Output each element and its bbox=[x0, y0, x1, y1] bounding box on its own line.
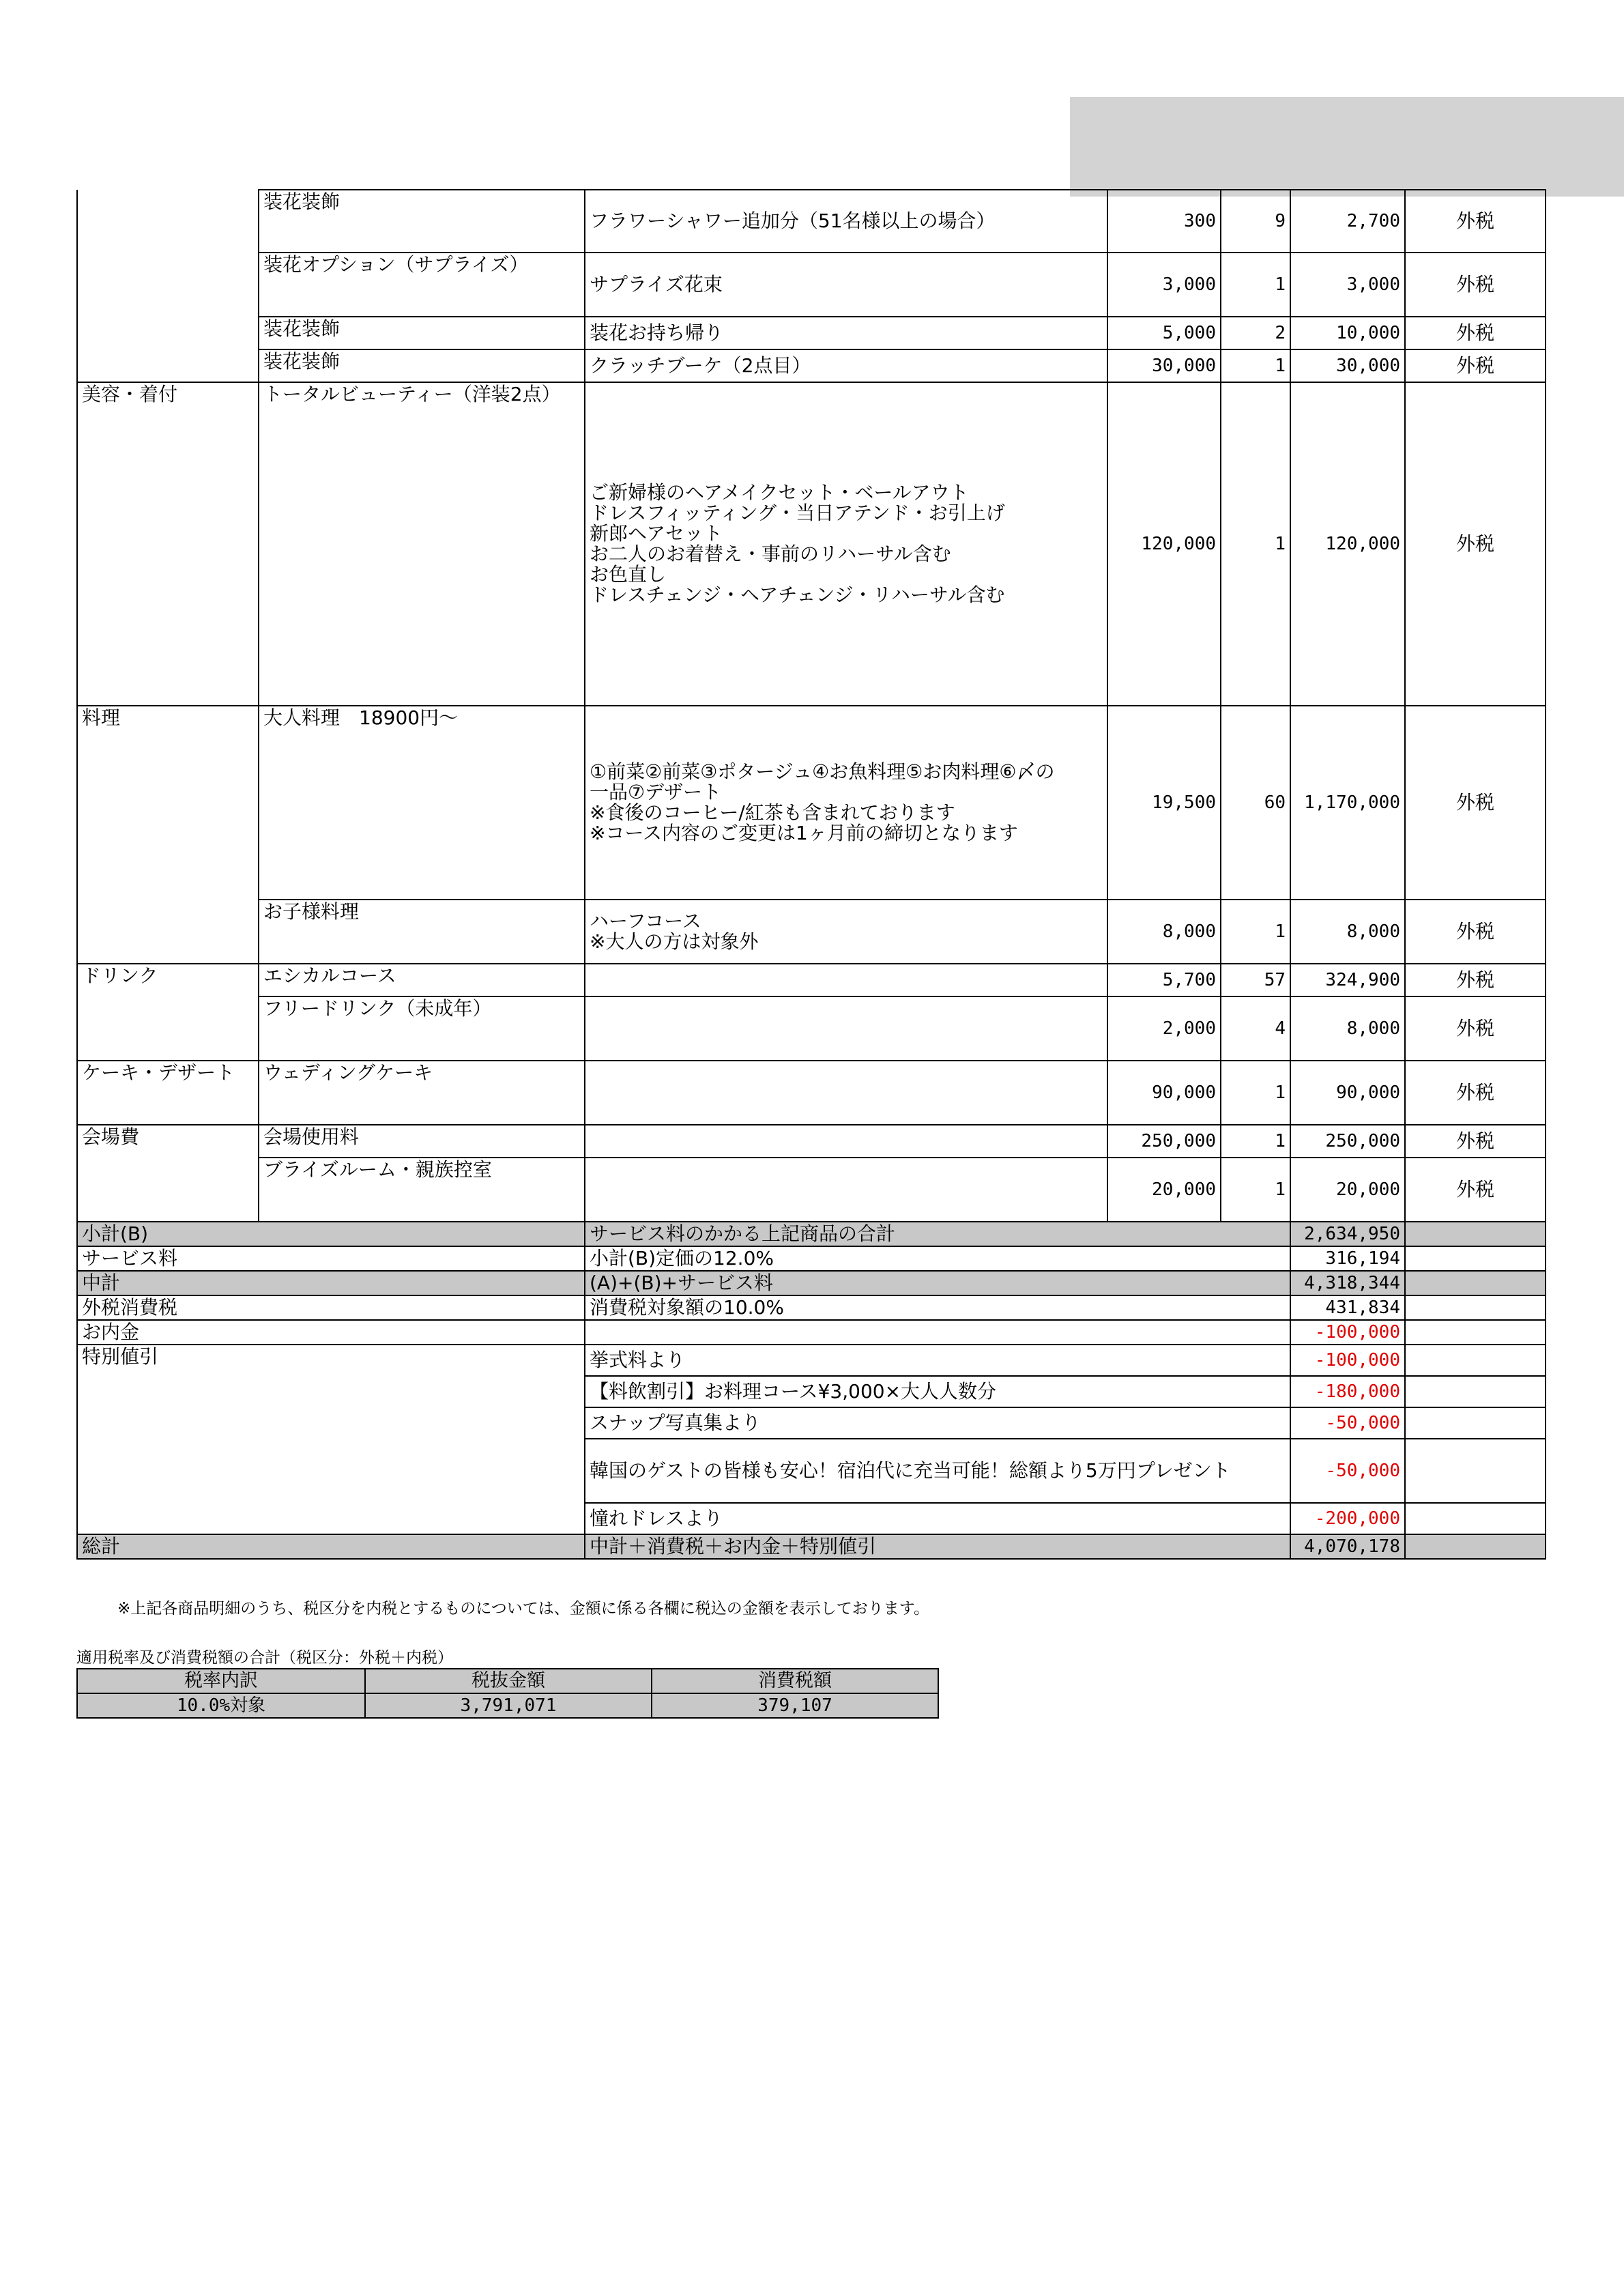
tax-header-tax: 消費税額 bbox=[652, 1669, 938, 1693]
estimate-table bbox=[76, 189, 1546, 1560]
summary-amount: 431,834 bbox=[1290, 1295, 1405, 1320]
summary-empty bbox=[1405, 1222, 1546, 1246]
item-category bbox=[77, 253, 259, 317]
item-quantity: 1 bbox=[1221, 253, 1290, 317]
item-unit-price: 5,000 bbox=[1107, 317, 1221, 349]
item-quantity: 9 bbox=[1221, 190, 1290, 253]
item-tax-type: 外税 bbox=[1405, 706, 1546, 900]
item-description bbox=[585, 1125, 1107, 1158]
tax-header-net: 税抜金額 bbox=[365, 1669, 652, 1693]
item-row bbox=[77, 996, 1546, 1061]
item-tax-type: 外税 bbox=[1405, 1158, 1546, 1222]
item-amount: 120,000 bbox=[1290, 382, 1405, 706]
item-description-line: サプライズ花束 bbox=[590, 273, 723, 296]
item-quantity: 60 bbox=[1221, 706, 1290, 900]
summary-description: 【料飲割引】お料理コース¥3,000×大人人数分 bbox=[585, 1376, 1290, 1407]
item-description bbox=[585, 1061, 1107, 1125]
summary-label: 特別値引 bbox=[77, 1345, 585, 1534]
item-quantity: 1 bbox=[1221, 1125, 1290, 1158]
summary-label: 小計(B) bbox=[77, 1222, 585, 1246]
summary-description: 憧れドレスより bbox=[585, 1503, 1290, 1534]
item-unit-price: 300 bbox=[1107, 190, 1221, 253]
item-description-line: 新郎ヘアセット bbox=[590, 522, 723, 545]
summary-amount: 4,318,344 bbox=[1290, 1271, 1405, 1295]
summary-empty bbox=[1405, 1503, 1546, 1534]
item-tax-type: 外税 bbox=[1405, 349, 1546, 382]
item-category: ケーキ・デザート bbox=[77, 1061, 259, 1125]
item-category: 会場費 bbox=[77, 1125, 259, 1158]
summary-label: 中計 bbox=[77, 1271, 585, 1295]
item-amount: 8,000 bbox=[1290, 996, 1405, 1061]
item-unit-price: 20,000 bbox=[1107, 1158, 1221, 1222]
item-category bbox=[77, 900, 259, 964]
summary-description: サービス料のかかる上記商品の合計 bbox=[585, 1222, 1290, 1246]
item-amount: 250,000 bbox=[1290, 1125, 1405, 1158]
summary-description: 挙式料より bbox=[585, 1345, 1290, 1376]
tax-summary-table bbox=[76, 1668, 939, 1719]
item-description-line: 装花お持ち帰り bbox=[590, 321, 724, 344]
item-description-line: フラワーシャワー追加分（51名様以上の場合） bbox=[590, 210, 996, 232]
summary-amount: -100,000 bbox=[1290, 1345, 1405, 1376]
tax-rate: 10.0%対象 bbox=[77, 1693, 365, 1718]
tax-net-amount: 3,791,071 bbox=[365, 1693, 652, 1718]
summary-amount: -100,000 bbox=[1290, 1320, 1405, 1345]
items-body bbox=[77, 190, 1546, 1222]
item-name: トータルビューティー（洋装2点） bbox=[259, 382, 585, 706]
item-name: 装花オプション（サプライズ） bbox=[259, 253, 585, 317]
item-description-line: お二人のお着替え・事前のリハーサル含む bbox=[590, 543, 951, 565]
summary-description bbox=[585, 1320, 1290, 1345]
summary-description: 中計＋消費税＋お内金＋特別値引 bbox=[585, 1534, 1290, 1559]
summary-row bbox=[77, 1271, 1546, 1295]
item-category: 料理 bbox=[77, 706, 259, 900]
summary-empty bbox=[1405, 1439, 1546, 1503]
item-name: フリードリンク（未成年） bbox=[259, 996, 585, 1061]
item-description bbox=[585, 996, 1107, 1061]
item-name: エシカルコース bbox=[259, 964, 585, 996]
item-row bbox=[77, 349, 1546, 382]
summary-empty bbox=[1405, 1376, 1546, 1407]
item-name: 大人料理 18900円～ bbox=[259, 706, 585, 900]
item-description bbox=[585, 317, 1107, 349]
item-description bbox=[585, 190, 1107, 253]
tax-summary-row bbox=[77, 1693, 938, 1718]
item-name: 装花装飾 bbox=[259, 349, 585, 382]
item-description-line: クラッチブーケ（2点目） bbox=[590, 354, 811, 377]
item-unit-price: 250,000 bbox=[1107, 1125, 1221, 1158]
item-category bbox=[77, 317, 259, 349]
item-tax-type: 外税 bbox=[1405, 253, 1546, 317]
item-quantity: 57 bbox=[1221, 964, 1290, 996]
item-name: 装花装飾 bbox=[259, 190, 585, 253]
item-row bbox=[77, 382, 1546, 706]
item-name: ブライズルーム・親族控室 bbox=[259, 1158, 585, 1222]
item-description-line: ご新婦様のヘアメイクセット・ベールアウト bbox=[590, 481, 969, 504]
item-description bbox=[585, 1158, 1107, 1222]
item-unit-price: 3,000 bbox=[1107, 253, 1221, 317]
summary-amount: -50,000 bbox=[1290, 1439, 1405, 1503]
item-amount: 10,000 bbox=[1290, 317, 1405, 349]
item-amount: 30,000 bbox=[1290, 349, 1405, 382]
summary-body bbox=[77, 1222, 1546, 1559]
item-name: 装花装飾 bbox=[259, 317, 585, 349]
item-unit-price: 90,000 bbox=[1107, 1061, 1221, 1125]
item-description bbox=[585, 706, 1107, 900]
item-name: お子様料理 bbox=[259, 900, 585, 964]
tax-note: ※上記各商品明細のうち、税区分を内税とするものについては、金額に係る各欄に税込の金額を表示しております。 bbox=[117, 1600, 929, 1618]
item-quantity: 1 bbox=[1221, 900, 1290, 964]
item-row bbox=[77, 1125, 1546, 1158]
tax-header-rate: 税率内訳 bbox=[77, 1669, 365, 1693]
item-description bbox=[585, 349, 1107, 382]
summary-amount: -180,000 bbox=[1290, 1376, 1405, 1407]
item-category bbox=[77, 349, 259, 382]
item-quantity: 2 bbox=[1221, 317, 1290, 349]
item-quantity: 1 bbox=[1221, 349, 1290, 382]
summary-row bbox=[77, 1320, 1546, 1345]
summary-description: 消費税対象額の10.0% bbox=[585, 1295, 1290, 1320]
summary-amount: 4,070,178 bbox=[1290, 1534, 1405, 1559]
item-amount: 1,170,000 bbox=[1290, 706, 1405, 900]
item-tax-type: 外税 bbox=[1405, 900, 1546, 964]
summary-row bbox=[77, 1295, 1546, 1320]
item-tax-type: 外税 bbox=[1405, 1061, 1546, 1125]
item-row bbox=[77, 900, 1546, 964]
summary-row bbox=[77, 1222, 1546, 1246]
item-amount: 2,700 bbox=[1290, 190, 1405, 253]
item-amount: 20,000 bbox=[1290, 1158, 1405, 1222]
item-unit-price: 120,000 bbox=[1107, 382, 1221, 706]
item-row bbox=[77, 1158, 1546, 1222]
item-quantity: 4 bbox=[1221, 996, 1290, 1061]
summary-row bbox=[77, 1534, 1546, 1559]
summary-amount: -50,000 bbox=[1290, 1407, 1405, 1439]
item-amount: 3,000 bbox=[1290, 253, 1405, 317]
summary-empty bbox=[1405, 1271, 1546, 1295]
item-tax-type: 外税 bbox=[1405, 1125, 1546, 1158]
header-gray-box bbox=[1070, 97, 1624, 197]
summary-empty bbox=[1405, 1345, 1546, 1376]
item-tax-type: 外税 bbox=[1405, 996, 1546, 1061]
item-description-line: ドレスチェンジ・ヘアチェンジ・リハーサル含む bbox=[590, 584, 1005, 606]
item-row bbox=[77, 964, 1546, 996]
item-name: ウェディングケーキ bbox=[259, 1061, 585, 1125]
summary-amount: 2,634,950 bbox=[1290, 1222, 1405, 1246]
item-row bbox=[77, 190, 1546, 253]
item-unit-price: 30,000 bbox=[1107, 349, 1221, 382]
summary-description: 小計(B)定価の12.0% bbox=[585, 1246, 1290, 1271]
tax-summary-header-row bbox=[77, 1669, 938, 1693]
summary-label: お内金 bbox=[77, 1320, 585, 1345]
item-category: ドリンク bbox=[77, 964, 259, 996]
summary-row bbox=[77, 1345, 1546, 1376]
item-tax-type: 外税 bbox=[1405, 382, 1546, 706]
item-description-line: ※コース内容のご変更は1ヶ月前の締切となります bbox=[590, 822, 1018, 844]
item-category: 美容・着付 bbox=[77, 382, 259, 706]
tax-summary-title: 適用税率及び消費税額の合計（税区分：外税＋内税） bbox=[76, 1649, 453, 1667]
item-description-line: ①前菜②前菜③ポタージュ④お魚料理⑤お肉料理⑥〆の bbox=[590, 760, 1055, 783]
summary-empty bbox=[1405, 1320, 1546, 1345]
item-description bbox=[585, 253, 1107, 317]
item-tax-type: 外税 bbox=[1405, 964, 1546, 996]
item-row bbox=[77, 706, 1546, 900]
summary-description: スナップ写真集より bbox=[585, 1407, 1290, 1439]
item-tax-type: 外税 bbox=[1405, 317, 1546, 349]
summary-empty bbox=[1405, 1246, 1546, 1271]
item-quantity: 1 bbox=[1221, 1061, 1290, 1125]
item-description bbox=[585, 964, 1107, 996]
item-description bbox=[585, 900, 1107, 964]
item-description-line: ※食後のコーヒー/紅茶も含まれております bbox=[590, 801, 955, 824]
item-amount: 90,000 bbox=[1290, 1061, 1405, 1125]
item-description-line: 一品⑦デザート bbox=[590, 781, 722, 803]
item-tax-type: 外税 bbox=[1405, 190, 1546, 253]
item-category bbox=[77, 1158, 259, 1222]
item-unit-price: 8,000 bbox=[1107, 900, 1221, 964]
item-description-line: ※大人の方は対象外 bbox=[590, 930, 759, 953]
summary-amount: 316,194 bbox=[1290, 1246, 1405, 1271]
item-category bbox=[77, 996, 259, 1061]
summary-row bbox=[77, 1246, 1546, 1271]
item-row bbox=[77, 253, 1546, 317]
item-name: 会場使用料 bbox=[259, 1125, 585, 1158]
item-description bbox=[585, 382, 1107, 706]
summary-empty bbox=[1405, 1407, 1546, 1439]
item-unit-price: 5,700 bbox=[1107, 964, 1221, 996]
item-description-line: ハーフコース bbox=[590, 910, 701, 932]
item-category bbox=[77, 190, 259, 253]
tax-amount: 379,107 bbox=[652, 1693, 938, 1718]
summary-empty bbox=[1405, 1295, 1546, 1320]
item-unit-price: 2,000 bbox=[1107, 996, 1221, 1061]
summary-label: 外税消費税 bbox=[77, 1295, 585, 1320]
item-description-line: ドレスフィッティング・当日アテンド・お引上げ bbox=[590, 502, 1005, 524]
item-quantity: 1 bbox=[1221, 1158, 1290, 1222]
item-row bbox=[77, 317, 1546, 349]
item-row bbox=[77, 1061, 1546, 1125]
item-amount: 8,000 bbox=[1290, 900, 1405, 964]
summary-description: (A)+(B)+サービス料 bbox=[585, 1271, 1290, 1295]
summary-label: 総計 bbox=[77, 1534, 585, 1559]
item-amount: 324,900 bbox=[1290, 964, 1405, 996]
summary-label: サービス料 bbox=[77, 1246, 585, 1271]
item-unit-price: 19,500 bbox=[1107, 706, 1221, 900]
summary-empty bbox=[1405, 1534, 1546, 1559]
summary-amount: -200,000 bbox=[1290, 1503, 1405, 1534]
item-description-line: お色直し bbox=[590, 563, 667, 586]
item-quantity: 1 bbox=[1221, 382, 1290, 706]
summary-description: 韓国のゲストの皆様も安心！宿泊代に充当可能！総額より5万円プレゼント bbox=[585, 1439, 1290, 1503]
